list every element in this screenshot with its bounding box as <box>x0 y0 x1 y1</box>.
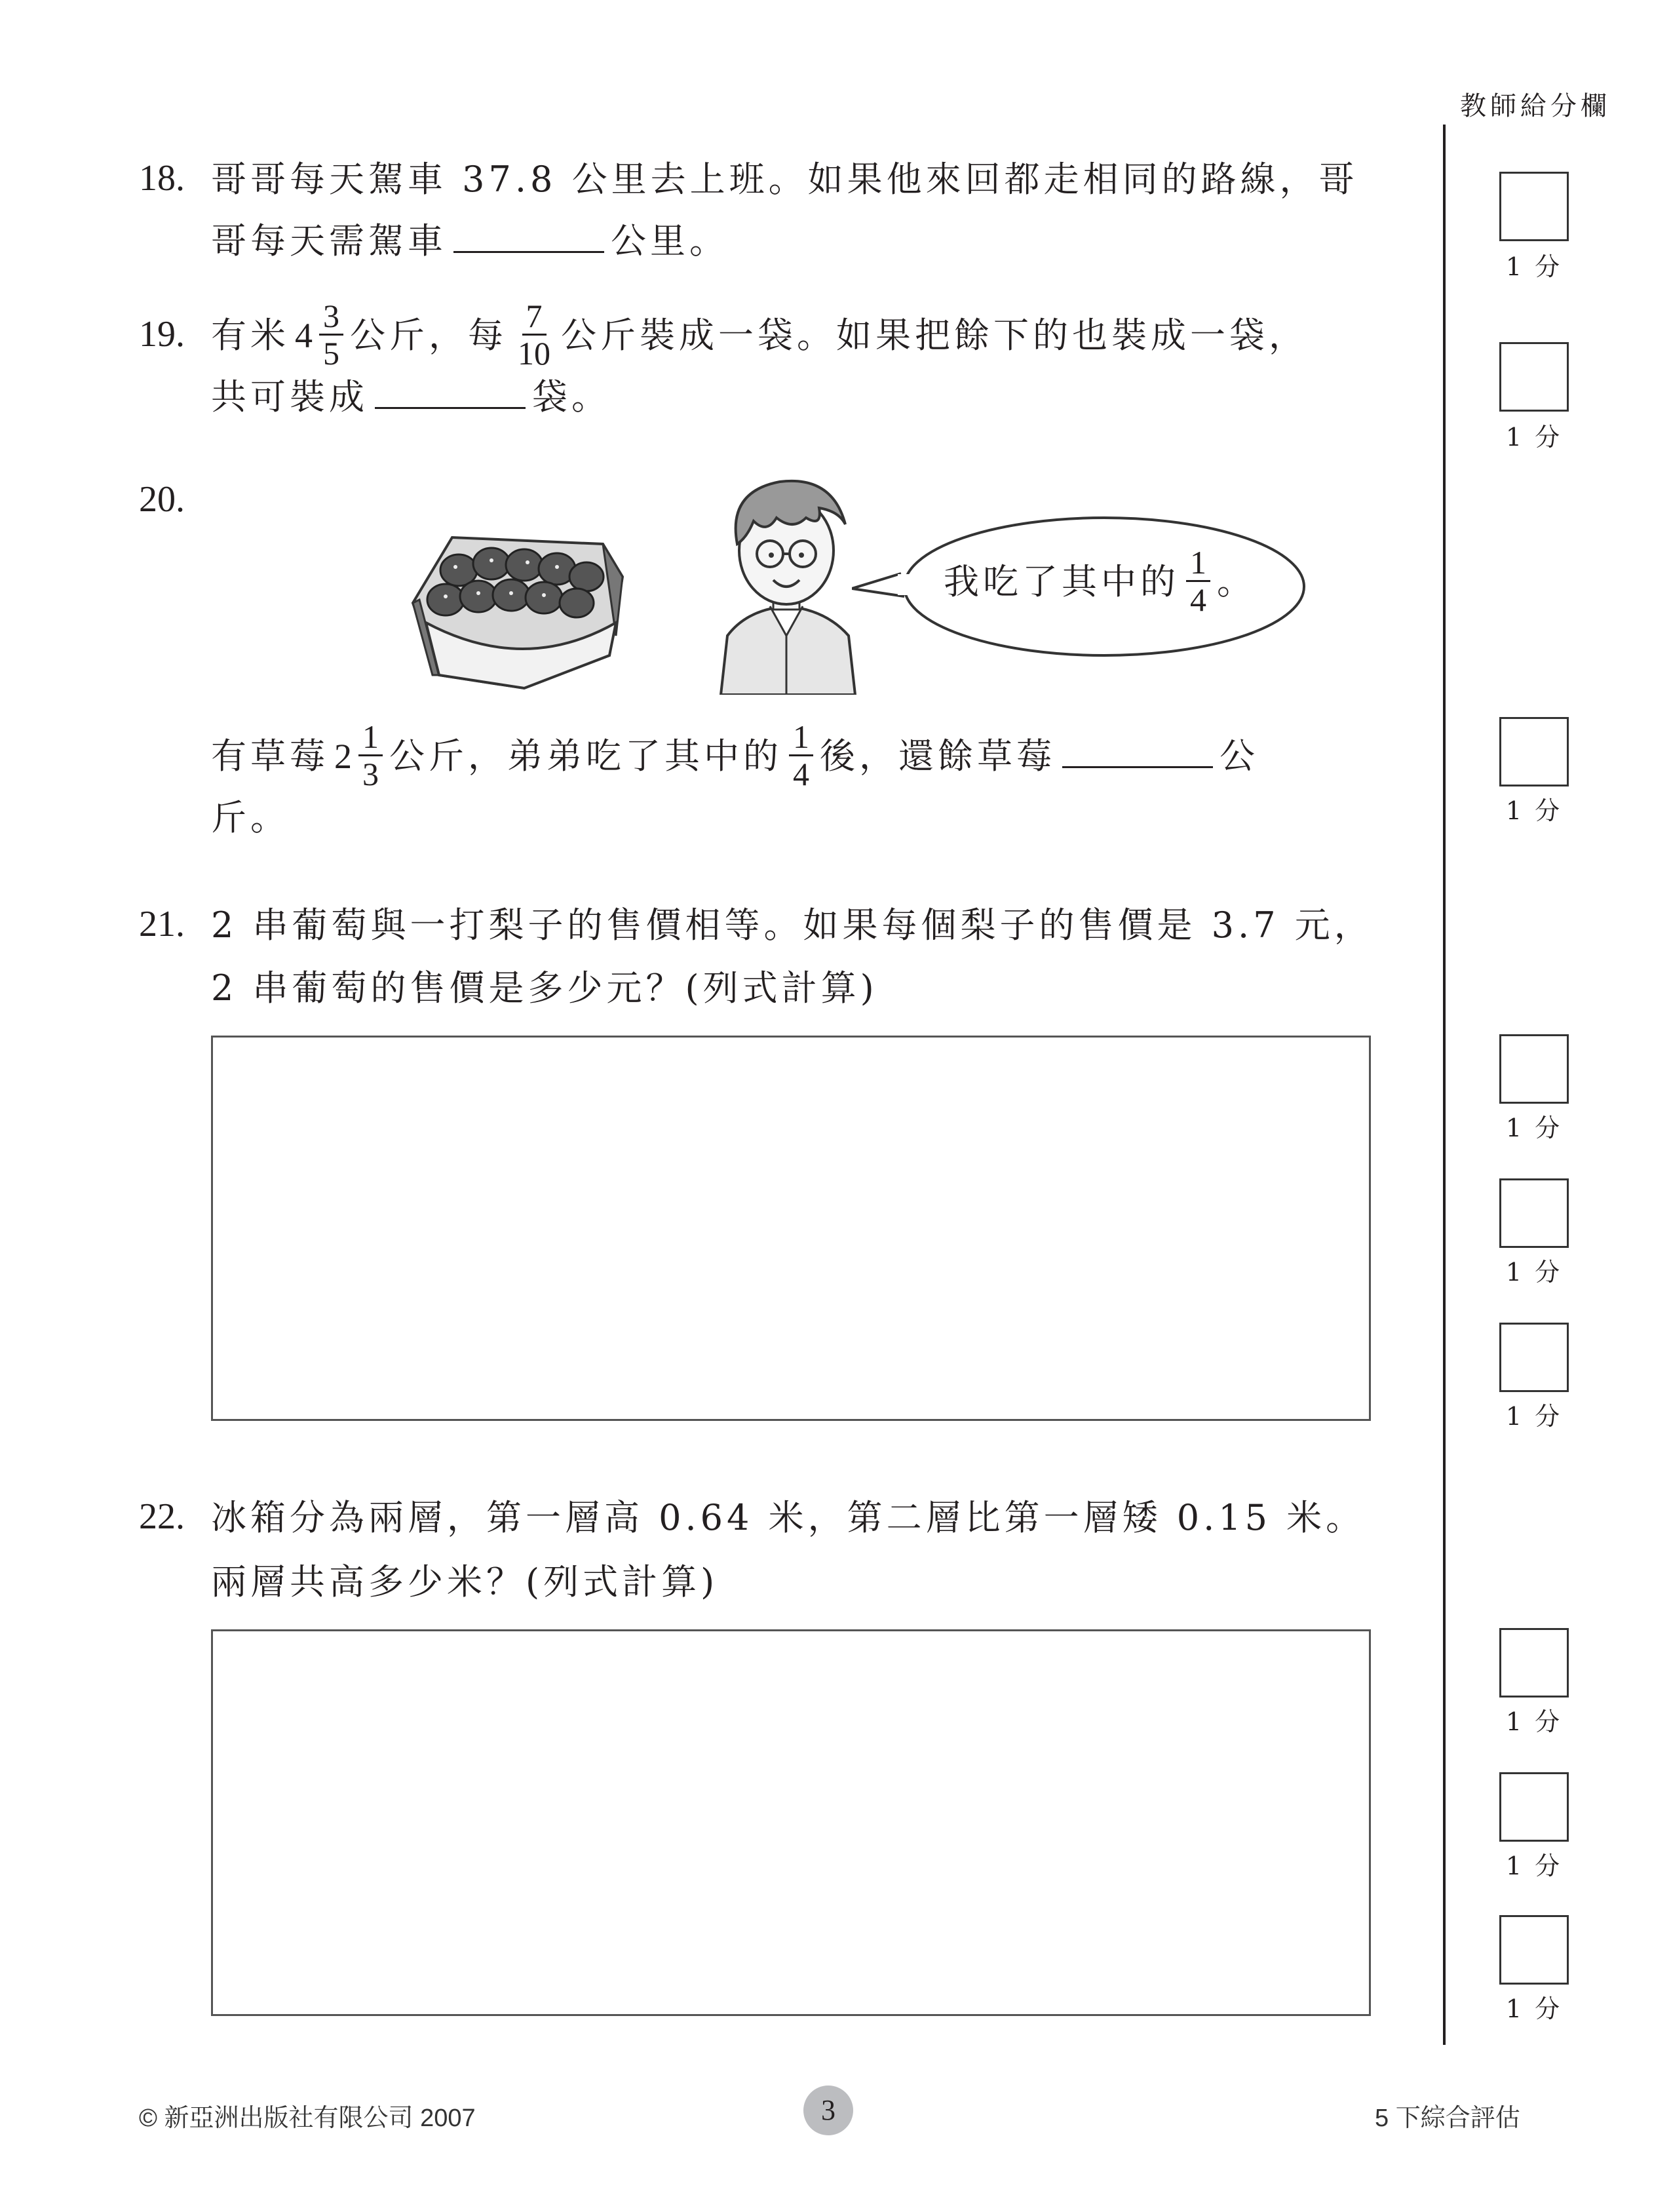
book-title: 5 下綜合評估 <box>1375 2105 1520 2132</box>
page-number-badge <box>803 2086 853 2135</box>
score-box-21a[interactable] <box>1499 1034 1569 1104</box>
score-column-divider <box>1443 125 1446 2045</box>
question-22-line1: 冰箱分為兩層，第一層高 0.64 米，第二層比第一層矮 0.15 米。 <box>211 1497 1366 1538</box>
fraction-3-5: $\frac{3}{5}$ <box>319 298 343 371</box>
boy-with-glasses-icon <box>708 472 865 695</box>
question-21-line1: 2 串葡萄與一打梨子的售價相等。如果每個梨子的售價是 3.7 元， <box>211 904 1373 946</box>
question-number-20: 20. <box>139 479 185 520</box>
copyright-text: © 新亞洲出版社有限公司 2007 <box>139 2105 476 2132</box>
score-box-22a[interactable] <box>1499 1628 1569 1698</box>
answer-blank-19[interactable] <box>375 378 526 409</box>
answer-blank-20[interactable] <box>1062 737 1213 768</box>
score-box-20[interactable] <box>1499 717 1569 786</box>
answer-box-22[interactable] <box>211 1629 1371 2016</box>
question-19-line1: 有米 4 $\frac{3}{5}$ 公斤，每 $\frac{7}{10}$ 公斤裝成一袋。如果把餘下的也裝成一袋， <box>211 297 1308 372</box>
score-box-18[interactable] <box>1499 172 1569 241</box>
fraction-7-10: $\frac{7}{10}$ <box>518 297 550 372</box>
score-label-22a: 1 分 <box>1505 1707 1563 1736</box>
fraction-1-3: $\frac{1}{3}$ <box>358 719 383 792</box>
question-21-line2: 2 串葡萄的售價是多少元？(列式計算) <box>211 967 878 1009</box>
question-number-21: 21. <box>139 904 185 944</box>
question-20-line1: 有草莓 2 $\frac{1}{3}$ 公斤，弟弟吃了其中的 $\frac{1}{4}$ 後，還餘草莓 公 <box>211 718 1259 792</box>
question-19-line2: 共可裝成 袋。 <box>211 376 611 417</box>
score-column-label: 教師給分欄 <box>1460 91 1611 121</box>
fraction-1-4: $\frac{1}{4}$ <box>789 719 813 792</box>
score-box-21b[interactable] <box>1499 1178 1569 1248</box>
score-box-22b[interactable] <box>1499 1772 1569 1842</box>
score-label-22b: 1 分 <box>1505 1852 1563 1880</box>
score-label-21c: 1 分 <box>1505 1402 1563 1431</box>
question-18-line1: 哥哥每天駕車 37.8 公里去上班。如果他來回都走相同的路線，哥 <box>211 159 1358 200</box>
score-label-18: 1 分 <box>1505 252 1563 281</box>
score-label-20: 1 分 <box>1505 796 1563 825</box>
speech-fraction-1-4: $\frac{1}{4}$ <box>1186 545 1210 617</box>
question-18-line2: 哥每天需駕車 公里。 <box>211 220 729 262</box>
score-box-22c[interactable] <box>1499 1915 1569 1985</box>
question-number-18: 18. <box>139 158 185 199</box>
answer-blank-18[interactable] <box>453 222 604 253</box>
score-label-21b: 1 分 <box>1505 1258 1563 1287</box>
score-label-22c: 1 分 <box>1505 1994 1563 2023</box>
speech-text: 我吃了其中的 $\frac{1}{4}$ 。 <box>944 543 1256 618</box>
score-box-21c[interactable] <box>1499 1323 1569 1392</box>
question-20-line2: 斤。 <box>211 797 290 838</box>
score-label-21a: 1 分 <box>1505 1114 1563 1142</box>
score-label-19: 1 分 <box>1505 423 1563 452</box>
strawberry-basket-icon <box>393 524 629 695</box>
answer-box-21[interactable] <box>211 1036 1371 1421</box>
question-number-22: 22. <box>139 1496 185 1537</box>
question-22-line2: 兩層共高多少米？(列式計算) <box>211 1561 719 1602</box>
score-box-19[interactable] <box>1499 342 1569 412</box>
question-number-19: 19. <box>139 314 185 355</box>
page-number: 3 <box>821 2094 836 2126</box>
